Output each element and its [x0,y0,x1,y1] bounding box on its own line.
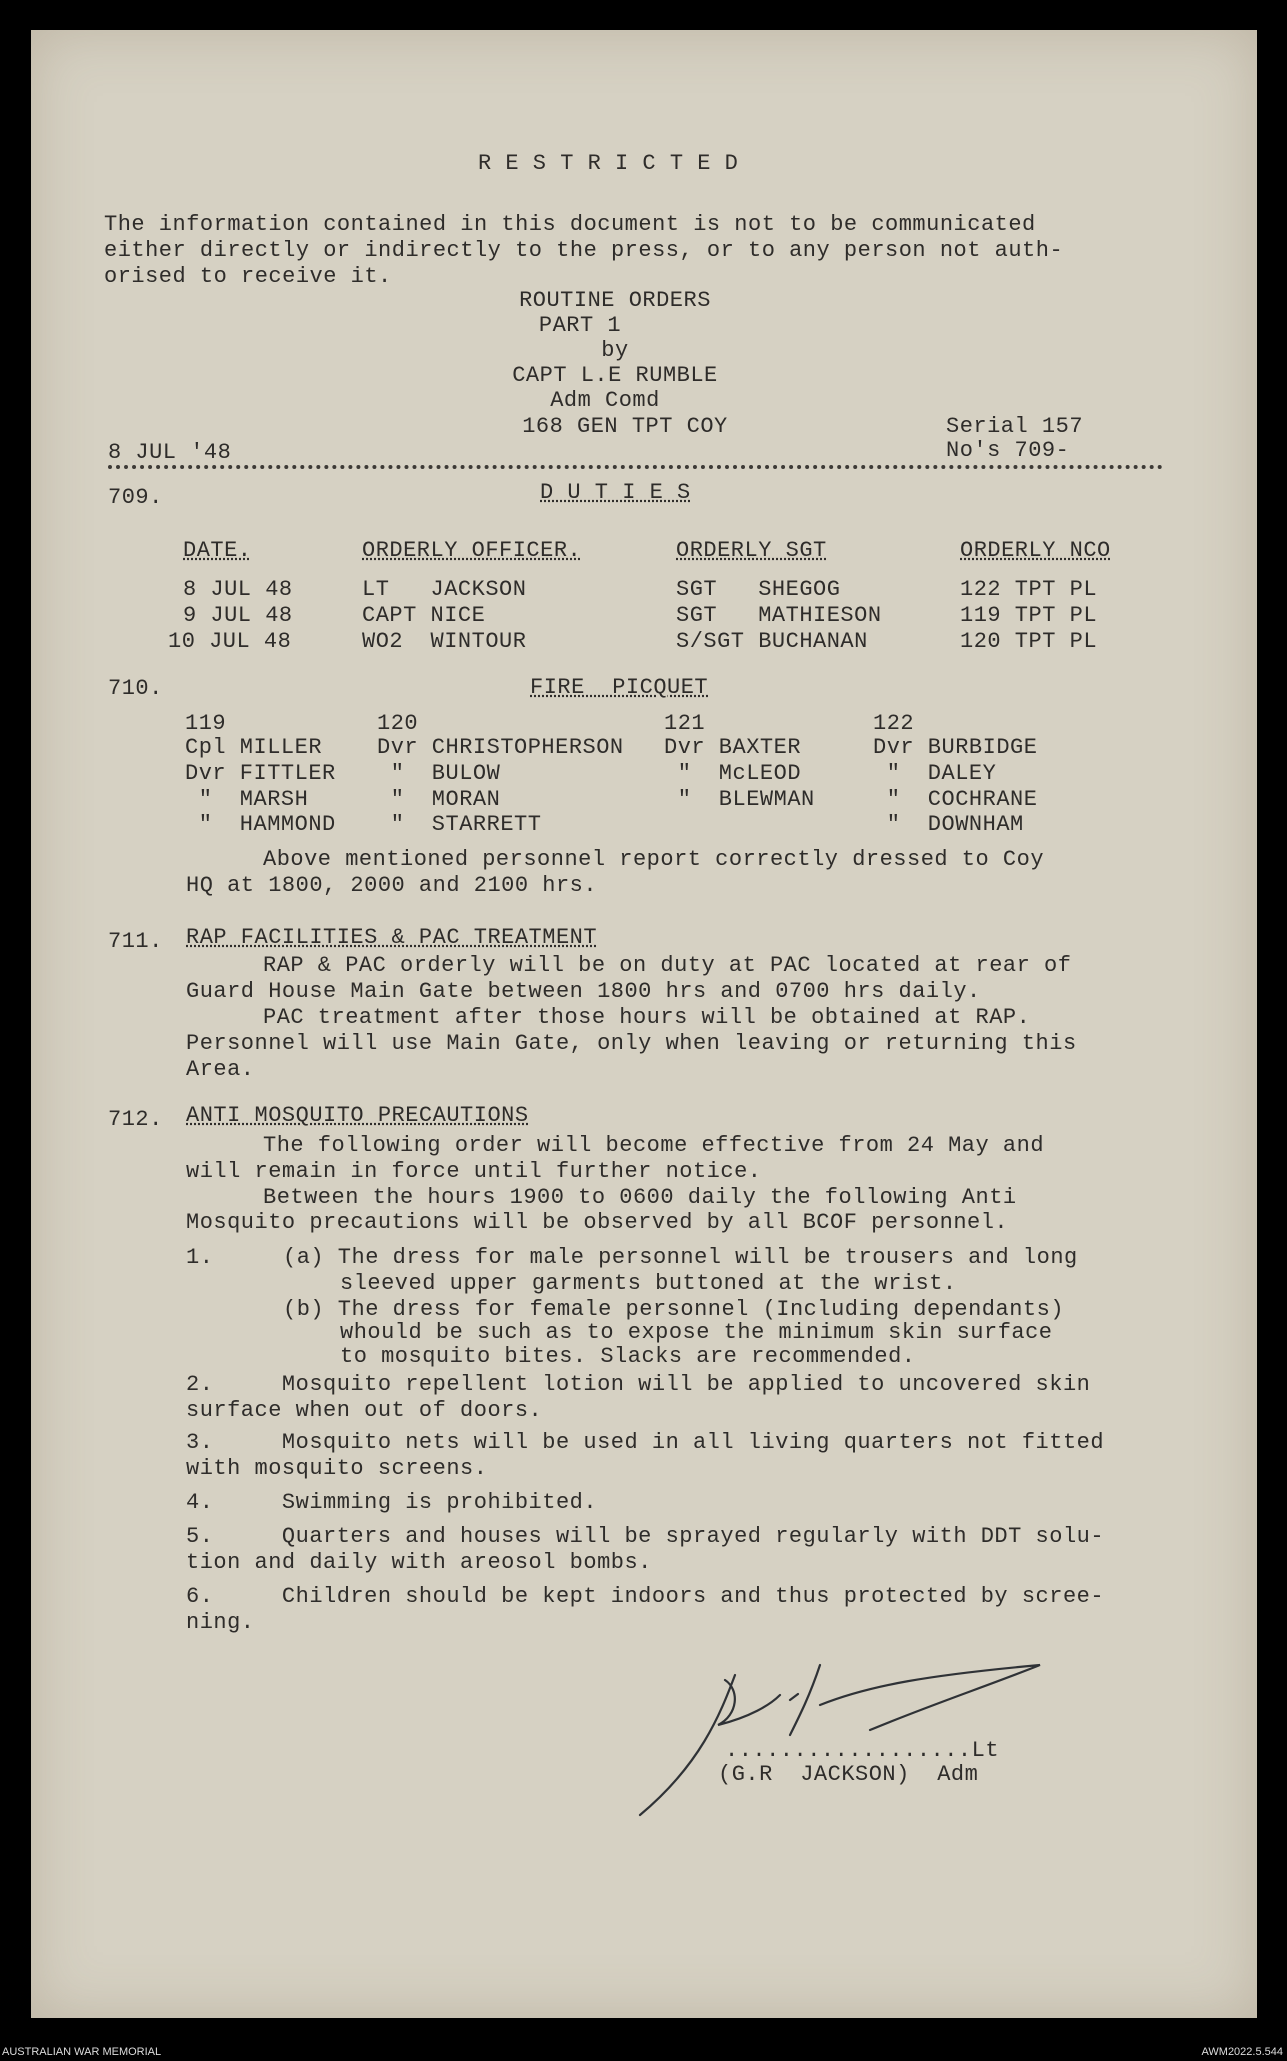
picquet-member: " STARRETT [377,812,542,837]
notice-line: The information contained in this document is not to be communicated [104,212,1036,237]
item-text: (a) The dress for male personnel will be trousers and long [283,1245,1078,1270]
duty-nco: 120 TPT PL [960,629,1098,654]
item-text: 2. Mosquito repellent lotion will be applied to uncovered skin [186,1372,1091,1397]
picquet-member: " COCHRANE [873,787,1038,812]
notice-line: either directly or indirectly to the press, or to any person not auth- [104,238,1064,263]
picquet-member: " BULOW [377,761,501,786]
item-text: to mosquito bites. Slacks are recommended. [340,1344,916,1369]
item-text: whould be such as to expose the minimum skin surface [340,1320,1053,1345]
duty-date: 9 JUL 48 [183,603,293,628]
order-numbers: No's 709- [946,438,1070,463]
picquet-member: " DALEY [873,761,997,786]
rap-text: Personnel will use Main Gate, only when leaving or returning this [186,1031,1077,1056]
serial-number: Serial 157 [946,414,1084,439]
footer-accession: AWM2022.5.544 [1201,2046,1283,2058]
order-number: 709. [108,485,163,510]
picquet-member: Dvr FITTLER [185,761,336,786]
column-header-nco: ORDERLY NCO [960,538,1111,563]
document-date: 8 JUL '48 [108,440,232,465]
rap-text: Guard House Main Gate between 1800 hrs and 0700 hrs daily. [186,979,981,1004]
mosquito-intro: The following order will become effective from 24 May and [263,1133,1045,1158]
picquet-member: Dvr CHRISTOPHERSON [377,735,624,760]
order-number: 711. [108,929,163,954]
picquet-note: Above mentioned personnel report correctly dressed to Coy [263,847,1045,872]
picquet-member: " DOWNHAM [873,812,1024,837]
duty-sgt: SGT MATHIESON [676,603,882,628]
picquet-member: Dvr BURBIDGE [873,735,1038,760]
signature-dots: ..................Lt [725,1738,1000,1763]
separator-dotted-line [108,465,1163,469]
picquet-member: " MORAN [377,787,501,812]
duty-date: 10 JUL 48 [168,629,292,654]
item-text: surface when out of doors. [186,1398,543,1423]
section-heading: ANTI MOSQUITO PRECAUTIONS [186,1103,529,1128]
duty-nco: 119 TPT PL [960,603,1098,628]
title-line: ROUTINE ORDERS [519,288,711,313]
footer-institution: AUSTRALIAN WAR MEMORIAL [2,2046,162,2058]
rap-text: PAC treatment after those hours will be obtained at RAP. [263,1005,1031,1030]
order-number: 710. [108,676,163,701]
item-text: with mosquito screens. [186,1456,488,1481]
mosquito-intro: will remain in force until further notice. [186,1159,762,1184]
signatory-name: (G.R JACKSON) Adm [718,1762,979,1787]
duty-date: 8 JUL 48 [183,577,293,602]
duty-officer: WO2 WINTOUR [362,629,527,654]
title-line: by [601,338,629,363]
picquet-member: Dvr BAXTER [664,735,802,760]
platoon-number: 122 [873,711,915,736]
picquet-member: " MARSH [185,787,309,812]
picquet-member: " McLEOD [664,761,802,786]
order-number: 712. [108,1107,163,1132]
column-header-date: DATE. [183,538,252,563]
duty-nco: 122 TPT PL [960,577,1098,602]
classification-heading: R E S T R I C T E D [478,151,739,176]
mosquito-intro: Between the hours 1900 to 0600 daily the following Anti [263,1185,1017,1210]
mosquito-intro: Mosquito precautions will be observed by all BCOF personnel. [186,1210,1009,1235]
rap-text: RAP & PAC orderly will be on duty at PAC located at rear of [263,953,1072,978]
picquet-member: " BLEWMAN [664,787,815,812]
duty-sgt: S/SGT BUCHANAN [676,629,868,654]
item-text: tion and daily with areosol bombs. [186,1550,652,1575]
title-line: CAPT L.E RUMBLE [512,363,718,388]
picquet-member: " HAMMOND [185,812,336,837]
picquet-member: Cpl MILLER [185,735,323,760]
rap-text: Area. [186,1057,255,1082]
item-text: ning. [186,1610,255,1635]
item-number: 1. [186,1245,214,1270]
item-text: sleeved upper garments buttoned at the wrist. [340,1271,957,1296]
item-text: 6. Children should be kept indoors and thus protected by scree- [186,1584,1105,1609]
item-text: 4. Swimming is prohibited. [186,1490,598,1515]
section-heading: RAP FACILITIES & PAC TREATMENT [186,925,598,950]
duty-sgt: SGT SHEGOG [676,577,841,602]
section-heading: D U T I E S [540,480,691,505]
column-header-officer: ORDERLY OFFICER. [362,538,582,563]
section-heading: FIRE PICQUET [530,675,709,700]
title-line: 168 GEN TPT COY [522,414,728,439]
item-text: (b) The dress for female personnel (Including dependants) [283,1297,1065,1322]
duty-officer: CAPT NICE [362,603,486,628]
duty-officer: LT JACKSON [362,577,527,602]
picquet-note: HQ at 1800, 2000 and 2100 hrs. [186,873,598,898]
platoon-number: 121 [664,711,706,736]
item-text: 5. Quarters and houses will be sprayed regularly with DDT solu- [186,1524,1105,1549]
platoon-number: 120 [377,711,419,736]
notice-line: orised to receive it. [104,264,392,289]
column-header-sgt: ORDERLY SGT [676,538,827,563]
title-line: Adm Comd [550,388,660,413]
item-text: 3. Mosquito nets will be used in all living quarters not fitted [186,1430,1105,1455]
platoon-number: 119 [185,711,227,736]
title-line: PART 1 [538,313,622,338]
